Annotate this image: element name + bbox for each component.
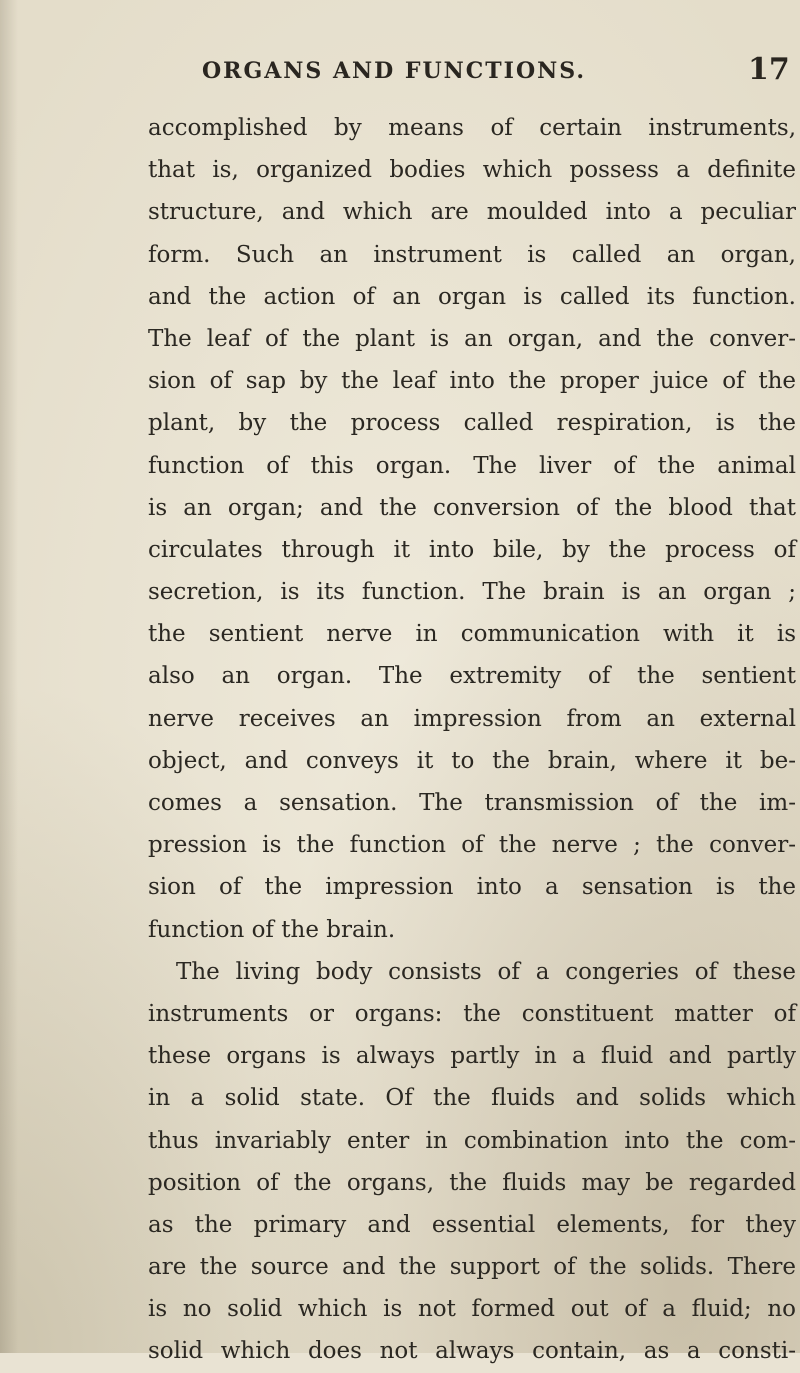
text-line: instruments or organs: the constituent matter of [148, 1000, 796, 1027]
text-line: and the action of an organ is called its function. [148, 283, 796, 310]
text-line: sion of sap by the leaf into the proper juice of the [148, 368, 796, 395]
text-line: also an organ. The extremity of the sentient [148, 663, 796, 690]
text-line: comes a sensation. The transmission of the im- [148, 790, 796, 816]
text-line: position of the organs, the fluids may be regarded [148, 1169, 796, 1196]
text-line: is an organ; and the conversion of the blood that [148, 494, 796, 521]
text-line: that is, organized bodies which possess a definite [148, 157, 796, 184]
text-line: accomplished by means of certain instruments, [148, 115, 796, 141]
text-line: in a solid state. Of the fluids and solids which [148, 1085, 796, 1112]
running-head [0, 52, 800, 92]
page-gutter-shadow [0, 0, 18, 1353]
running-title: ORGANS AND FUNCTIONS. [202, 58, 586, 84]
text-line: function of this organ. The liver of the animal [148, 452, 796, 479]
text-line: function of the brain. [148, 916, 396, 943]
text-line: plant, by the process called respiration, is the [148, 410, 796, 437]
text-line: structure, and which are moulded into a peculiar [148, 199, 796, 226]
text-line: secretion, is its function. The brain is an organ ; [148, 579, 796, 606]
text-line: The living body consists of a congeries of these [176, 958, 796, 985]
text-line: are the source and the support of the solids. There [148, 1254, 796, 1281]
text-line: is no solid which is not formed out of a fluid; no [148, 1296, 796, 1323]
page-number: 17 [748, 52, 790, 87]
text-line: nerve receives an impression from an external [148, 705, 796, 732]
text-line: solid which does not always contain, as a consti- [148, 1338, 796, 1365]
body-text [148, 107, 800, 1373]
text-line: sion of the impression into a sensation is the [148, 874, 796, 901]
text-line: pression is the function of the nerve ; the conver- [148, 832, 796, 859]
text-line: the sentient nerve in communication with it is [148, 621, 796, 648]
text-line: circulates through it into bile, by the process of [148, 536, 796, 563]
text-line: form. Such an instrument is called an organ, [148, 241, 796, 268]
text-line: The leaf of the plant is an organ, and the conver- [148, 325, 796, 352]
text-line: object, and conveys it to the brain, where it be- [148, 747, 796, 774]
text-line: thus invariably enter in combination into the com- [148, 1127, 796, 1154]
text-line: these organs is always partly in a fluid and partly [148, 1043, 796, 1070]
text-line: as the primary and essential elements, for they [148, 1211, 796, 1238]
